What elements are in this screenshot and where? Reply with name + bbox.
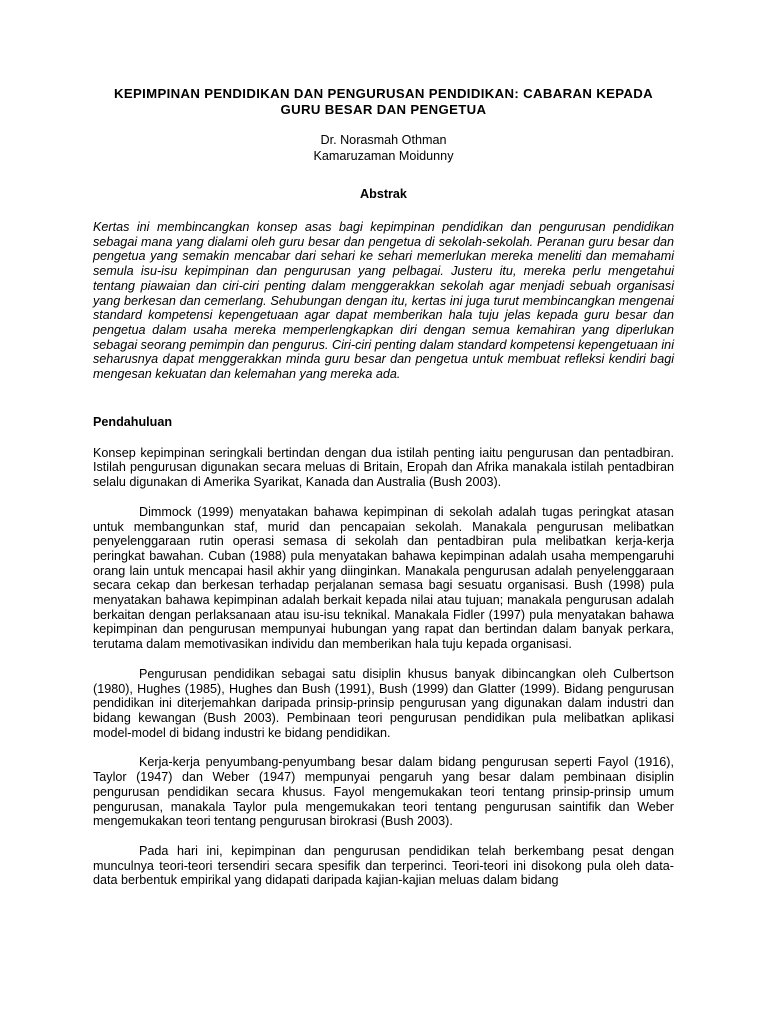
body-paragraph: Dimmock (1999) menyatakan bahawa kepimpinan di sekolah adalah tugas peringkat atasan untuk membangunkan staf, murid dan pencapaian sekolah. Manakala pengurusan melibatkan penyelenggaraan rutin operasi semasa di sekolah dan pentadbiran pula melibatkan kerja-kerja peringkat bawahan. Cuban (1988) pula menyatakan bahawa kepimpinan adalah usaha mempengaruhi orang lain untuk mencapai hasil akhir yang diinginkan. Manakala pengurusan adalah penyelenggaraan secara cekap dan berkesan terhadap perjalanan semasa bagi sesuatu organisasi. Bush (1998) pula menyatakan bahawa kepimpinan adalah berkait kepada nilai atau tujuan; manakala pengurusan adalah berkaitan dengan perlaksanaan atau isu-isu teknikal. Manakala Fidler (1997) pula menyatakan bahawa kepimpinan dan pengurusan mempunyai hubungan yang rapat dan bertindan dalam banyak perkara, terutama dalam memotivasikan individu dan memberikan hala tuju kepada organisasi. [93,504,674,652]
author-name: Dr. Norasmah Othman [320,133,447,147]
author-block [93,133,674,164]
abstract-body: Kertas ini membincangkan konsep asas bagi kepimpinan pendidikan dan pengurusan pendidikan sebagai mana yang dialami oleh guru besar dan pengetua di sekolah-sekolah. Peranan guru besar dan pengetua yang semakin mencabar dari sehari ke sehari memerlukan mereka meneliti dan memahami semula isu-isu kepimpinan dan pengurusan yang pelbagai. Justeru itu, mereka perlu mengetahui tentang piawaian dan ciri-ciri penting dalam menggerakkan sekolah agar menjadi sebuah organisasi yang berkesan dan cemerlang. Sehubungan dengan itu, kertas ini juga turut membincangkan mengenai standard kompetensi kepengetuaan agar dapat memberikan hala tuju jelas kepada guru besar dan pengetua dalam usaha mereka memperlengkapkan diri dengan semua kemahiran yang diperlukan sebagai seorang pemimpin dan pengurus. Ciri-ciri penting dalam standard kompetensi kepengetuaan ini seharusnya dapat menggerakkan minda guru besar dan pengetua untuk membuat refleksi kendiri bagi mengesan kekuatan dan kelemahan yang mereka ada. [93,220,674,382]
body-paragraph: Kerja-kerja penyumbang-penyumbang besar dalam bidang pengurusan seperti Fayol (1916), Taylor (1947) dan Weber (1947) mempunyai pengaruh yang besar dalam pembinaan disiplin pengurusan pendidikan secara khusus. Fayol mengemukakan teori tentang prinsip-prinsip umum pengurusan, manakala Taylor pula mengemukakan teori tentang pengurusan saintifik dan Weber mengemukakan teori tentang pengurusan birokrasi (Bush 2003). [93,755,674,829]
section-heading: Pendahuluan [93,414,173,429]
paper-title: KEPIMPINAN PENDIDIKAN DAN PENGURUSAN PENDIDIKAN: CABARAN KEPADA GURU BESAR DAN PENGETUA [113,86,654,117]
abstract-heading: Abstrak [360,187,407,201]
body-paragraph: Konsep kepimpinan seringkali bertindan dengan dua istilah penting iaitu pengurusan dan pentadbiran. Istilah pengurusan digunakan secara meluas di Britain, Eropah dan Afrika manakala istilah pentadbiran selalu digunakan di Amerika Syarikat, Kanada dan Australia (Bush 2003). [93,445,674,490]
author-name: Kamaruzaman Moidunny [313,148,454,163]
body-paragraph: Pengurusan pendidikan sebagai satu disiplin khusus banyak dibincangkan oleh Culbertson (1980), Hughes (1985), Hughes dan Bush (1991), Bush (1999) dan Glatter (1999). Bidang pengurusan pendidikan ini diterjemahkan daripada prinsip-prinsip pengurusan yang digunakan dalam industri dan bidang kewangan (Bush 2003). Pembinaan teori pengurusan pendidikan pula melibatkan aplikasi model-model di bidang industri ke bidang pendidikan. [93,666,674,740]
body-paragraph: Pada hari ini, kepimpinan dan pengurusan pendidikan telah berkembang pesat dengan munculnya teori-teori tersendiri secara spesifik dan terperinci. Teori-teori ini disokong pula oleh data-data berbentuk empirikal yang didapati daripada kajian-kajian meluas dalam bidang [93,843,674,888]
